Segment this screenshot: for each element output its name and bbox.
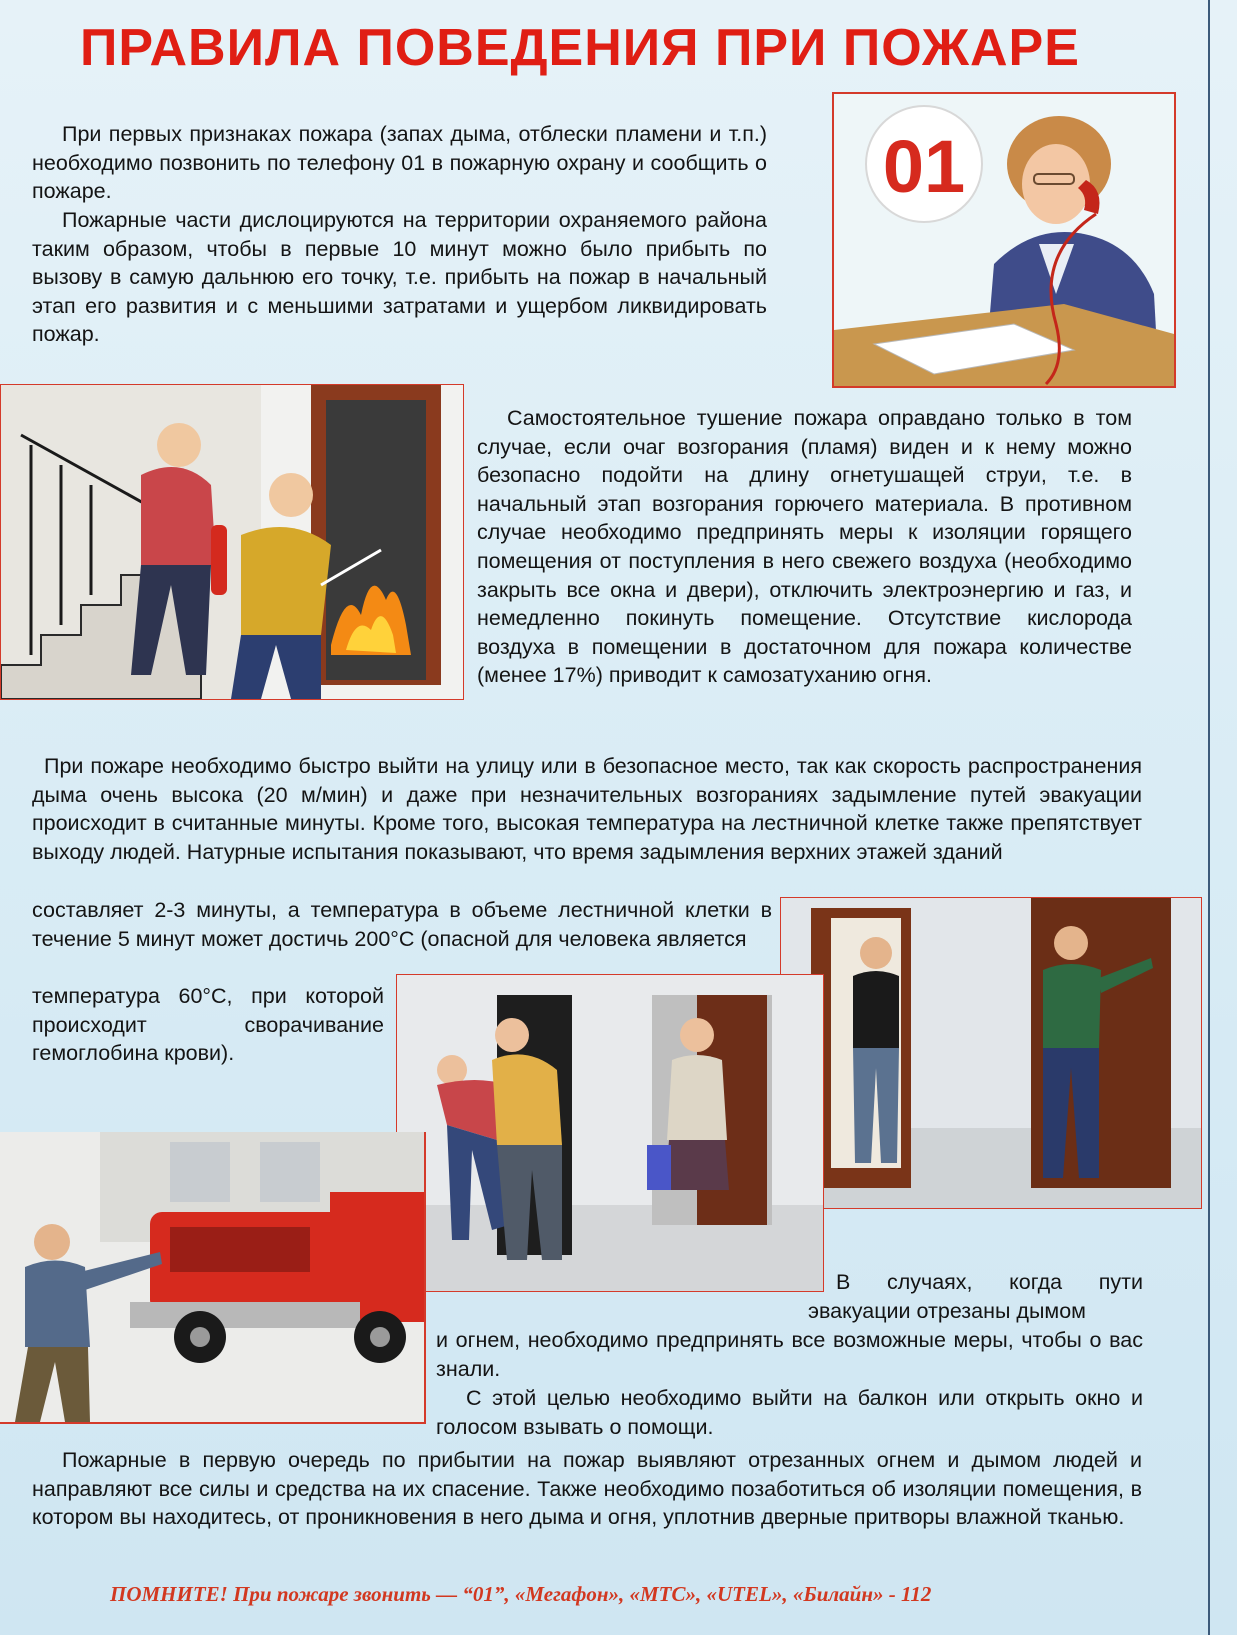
evacuation-paragraph-lead: При пожаре необходимо быстро выйти на улицу или в безопасное место, так как скорость распространения дыма очень высока (20 м/мин) и даже при незначительных возгораниях задымление путей эвакуации происходит в считанные минуты. Кроме того, высокая температура на лестничной клетке также препятствует выходу людей. Натурные испытания показывают, что время задымления верхних этажей зданий [32,754,1142,864]
intro-paragraph-1: При первых признаках пожара (запах дыма, отблески пламени и т.п.) необходимо позвонить по телефону 01 в пожарную охрану и сообщить о пожаре. [32,122,767,204]
page-title: ПРАВИЛА ПОВЕДЕНИЯ ПРИ ПОЖАРЕ [80,19,1080,77]
telephone-operator-illustration [832,92,1176,388]
cutoff-paragraph-1a: В случаях, когда пути эвакуации отрезаны дымом [808,1270,1143,1323]
evacuation-illustration [396,974,824,1292]
cutoff-paragraph-2: С этой целью необходимо выйти на балкон или открыть окно и голосом взывать о помощи. [436,1386,1143,1439]
rescue-paragraph: Пожарные в первую очередь по прибытии на пожар выявляют отрезанных огнем и дымом людей и направляют все силы и средства на их спасение. Также необходимо позаботиться об изоляции помещения, в котором вы находитесь, от проникновения в него дыма и огня, уплотнив дверные притворы влажной тканью. [32,1448,1142,1530]
phone-badge-number: 01 [882,125,966,208]
evacuation-paragraph-tail: температура 60°С, при которой происходит сворачивание гемоглобина крови). [32,984,384,1066]
self-extinguish-paragraph: Самостоятельное тушение пожара оправдано только в том случае, если очаг возгорания (пламя) виден и к нему можно безопасно подойти на длину огнетушащей струи, т.е. в начальный этап возгорания горючего материала. В противном случае необходимо предпринять меры к изоляции горящего помещения от поступления в него свежего воздуха (необходимо закрыть все окна и двери), отключить электроэнергию и газ, и немедленно покинуть помещение. Отсутствие кислорода воздуха в помещении в достаточном для пожара количестве (менее 17%) приводит к самозатуханию огня. [477,406,1132,688]
fire-truck-illustration [0,1132,426,1424]
door-illustration [780,897,1202,1209]
intro-paragraph-2: Пожарные части дислоцируются на территории охраняемого района таким образом, чтобы в первые 10 минут можно было прибыть по вызову в самую дальнюю его точку, т.е. прибыть на пожар в начальный этап его развития и с меньшими затратами и ущербом ликвидировать пожар. [32,208,767,347]
evacuation-paragraph-cont: составляет 2-3 минуты, а температура в объеме лестничной клетки в течение 5 минут может достичь 200°С (опасной для человека является [32,898,772,951]
footer-reminder: ПОМНИТЕ! При пожаре звонить — “01”, «Мегафон», «МТС», «UTEL», «Билайн» - 112 [110,1582,932,1606]
extinguisher-illustration [0,384,464,700]
cutoff-paragraph-1b: и огнем, необходимо предпринять все возможные меры, чтобы о вас знали. [436,1328,1143,1381]
